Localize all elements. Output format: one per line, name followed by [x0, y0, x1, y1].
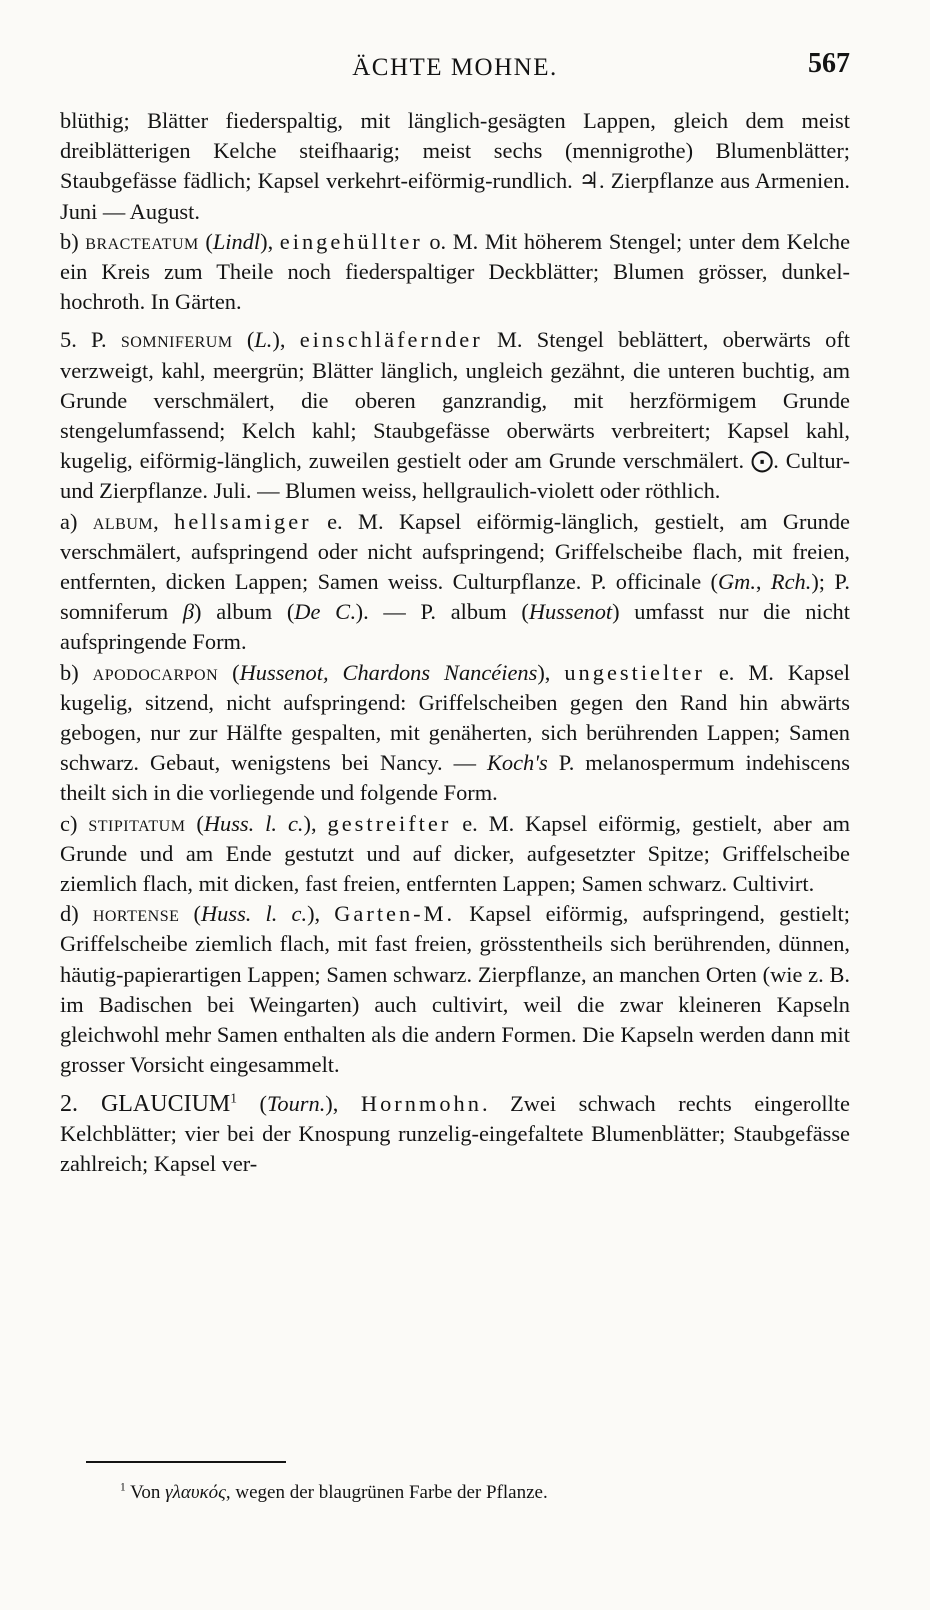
- text-run: .). — P. album (: [350, 599, 529, 625]
- text-run: ),: [303, 810, 328, 836]
- text-run: (: [232, 327, 255, 353]
- paragraph-p1: [60, 106, 850, 227]
- text-run: . Zwei schwach rechts eingerollte Kelchblätter; vier bei der Knospung runzelig-eingefaltete Blumenblätter; Staubgefässe zahlreich; Kapsel ver-: [60, 1090, 850, 1176]
- common-name: hellsamiger: [174, 508, 312, 534]
- text-run: ),: [325, 1090, 361, 1116]
- taxon-name: hortense: [92, 901, 180, 927]
- paragraph-p4: [60, 507, 850, 658]
- paragraph-p6: [60, 809, 850, 900]
- text-run: (: [185, 810, 204, 836]
- text-run: a): [60, 508, 93, 534]
- text-run: e. M. Kapsel eiförmig-länglich, gestielt, am Grunde verschmälert, aufspringend oder nicht aufspringend; Griffelscheibe flach, mit freien, entfernten, dicken Lappen; Samen weiss. Culturpflanze. P. officinale (: [60, 508, 850, 595]
- italic-span: Gm.: [717, 569, 756, 595]
- text-run: ),: [537, 659, 565, 685]
- text-run: ) album (: [194, 599, 295, 625]
- text-run: b): [60, 228, 86, 254]
- genus-heading: 2. GLAUCIUM: [60, 1090, 231, 1117]
- main-text: [60, 106, 850, 1179]
- text-run: ); P. somniferum: [60, 569, 850, 625]
- italic-span: Huss. l. c.: [201, 901, 308, 927]
- text-run: (: [179, 901, 202, 927]
- italic-span: L.: [254, 327, 273, 353]
- running-header: [60, 48, 850, 88]
- text-run: e. M. Kapsel kugelig, sitzend, nicht aufspringend: Griffelscheiben gegen den Rand hin abwärts gebogen, nur zur Hälfte gespalten, mit genäherten, sich berührenden Lappen; Samen schwarz. Gebaut, wenigstens bei Nancy. —: [60, 659, 850, 776]
- text-run: ),: [307, 901, 335, 927]
- italic-span: Koch's: [486, 750, 548, 776]
- italic-span: De C: [294, 599, 351, 625]
- text-run: e. M. Kapsel eiförmig, gestielt, aber am Grunde und am Ende gestutzt und auf dicker, aufgesetzter Spitze; Griffelscheibe ziemlich flach, mit dicken, fast freien, entfernten Lappen; Samen schwarz. Cultivirt.: [60, 810, 851, 897]
- text-run: o. M. Mit höherem Stengel; unter dem Kelche ein Kreis zum Theile noch fiederspaltiger Deckblätter; Blumen grösser, dunkel-hochroth. In Gärten.: [60, 228, 851, 315]
- running-title: ÄCHTE MOHNE.: [352, 54, 558, 81]
- common-name: Garten-M.: [334, 901, 456, 927]
- italic-span: Hussenot, Chardons Nancéiens: [239, 659, 538, 685]
- italic-span: Tourn.: [267, 1090, 326, 1116]
- text-run: , wegen der blaugrünen Farbe der Pflanze.: [225, 1482, 548, 1503]
- taxon-name: stipitatum: [88, 810, 186, 836]
- taxon-name: bracteatum: [85, 228, 199, 254]
- taxon-name: somniferum: [120, 327, 233, 353]
- common-name: gestreifter: [327, 810, 452, 836]
- text-run: blüthig; Blätter fiederspaltig, mit länglich-gesägten Lappen, gleich dem meist dreiblätterigen Kelche steifhaarig; meist sechs (mennigrothe) Blumenblätter; Staubgefässe fädlich; Kapsel verkehrt-eiförmig-rundlich. ♃. Zierpflanze aus Armenien. Juni — August.: [60, 108, 850, 224]
- text-run: P. melanospermum indehiscens theilt sich in die vorliegende und folgende Form.: [60, 750, 850, 806]
- text-run: b): [60, 659, 93, 685]
- text-run: 5. P.: [60, 327, 121, 353]
- italic-span: Huss. l. c.: [203, 810, 304, 836]
- text-run: ),: [272, 327, 300, 353]
- footnote-divider: [86, 1461, 286, 1463]
- text-run: (: [237, 1090, 267, 1116]
- taxon-name: apodocarpon: [92, 659, 219, 685]
- common-name: einschläfernder: [299, 327, 483, 353]
- text-run: Kapsel eiförmig, aufspringend, gestielt; Griffelscheibe ziemlich flach, mit fast freien, grösstentheils sich berührenden, dünnen, häutig-papierartigen Lappen; Samen schwarz. Zierpflanze, an manchen Orten (wie z. B. im Badischen bei Weingarten) auch cultivirt, weil die zwar kleineren Kapseln gleichwohl mehr Samen enthalten als die andern Formen. Die Kapseln werden dann mit grosser Vorsicht eingesammelt.: [60, 901, 850, 1078]
- page-number: 567: [808, 48, 850, 79]
- text-run: (: [198, 228, 213, 254]
- paragraph-p8: [60, 1089, 850, 1180]
- paragraph-p7: [60, 899, 850, 1080]
- text-run: (: [218, 659, 240, 685]
- common-name: ungestielter: [564, 659, 705, 685]
- taxon-name: album: [92, 508, 154, 534]
- footnote-marker: 1: [120, 1481, 126, 1494]
- paragraph-p5: [60, 658, 850, 809]
- common-name: Hornmohn: [360, 1090, 482, 1116]
- italic-span: Hussenot: [528, 599, 613, 625]
- footnote: [120, 1480, 820, 1506]
- text-run: ) umfasst nur die nicht aufspringende Form.: [60, 599, 850, 655]
- text-run: ,: [755, 569, 771, 595]
- text-run: ,: [153, 508, 175, 534]
- italic-span: γλαυκός: [165, 1482, 226, 1503]
- footnote-ref: 1: [230, 1090, 237, 1106]
- text-run: Von: [125, 1482, 166, 1503]
- footnote-text: [126, 1482, 548, 1503]
- text-run: M. Stengel beblättert, oberwärts oft verzweigt, kahl, meergrün; Blätter länglich, ungleich gezähnt, die unteren buchtig, am Grunde verschmälert, die oberen ganzrandig, mit herzförmigem Grunde stengelumfassend; Kelch kahl; Staubgefässe oberwärts verbreitert; Kapsel kahl, kugelig, eiförmig-länglich, zuweilen gestielt oder am Grunde verschmälert. ⨀. Cultur- und Zierpflanze. Juli. — Blumen weiss, hellgraulich-violett oder röthlich.: [60, 327, 850, 504]
- paragraph-p2: [60, 227, 850, 318]
- text-run: ),: [260, 228, 280, 254]
- italic-span: β: [182, 599, 195, 625]
- text-run: d): [60, 901, 93, 927]
- paragraph-p3: [60, 325, 850, 506]
- italic-span: Lindl: [212, 228, 261, 254]
- text-run: c): [60, 810, 89, 836]
- common-name: eingehüllter: [279, 228, 423, 254]
- italic-span: Rch.: [770, 569, 812, 595]
